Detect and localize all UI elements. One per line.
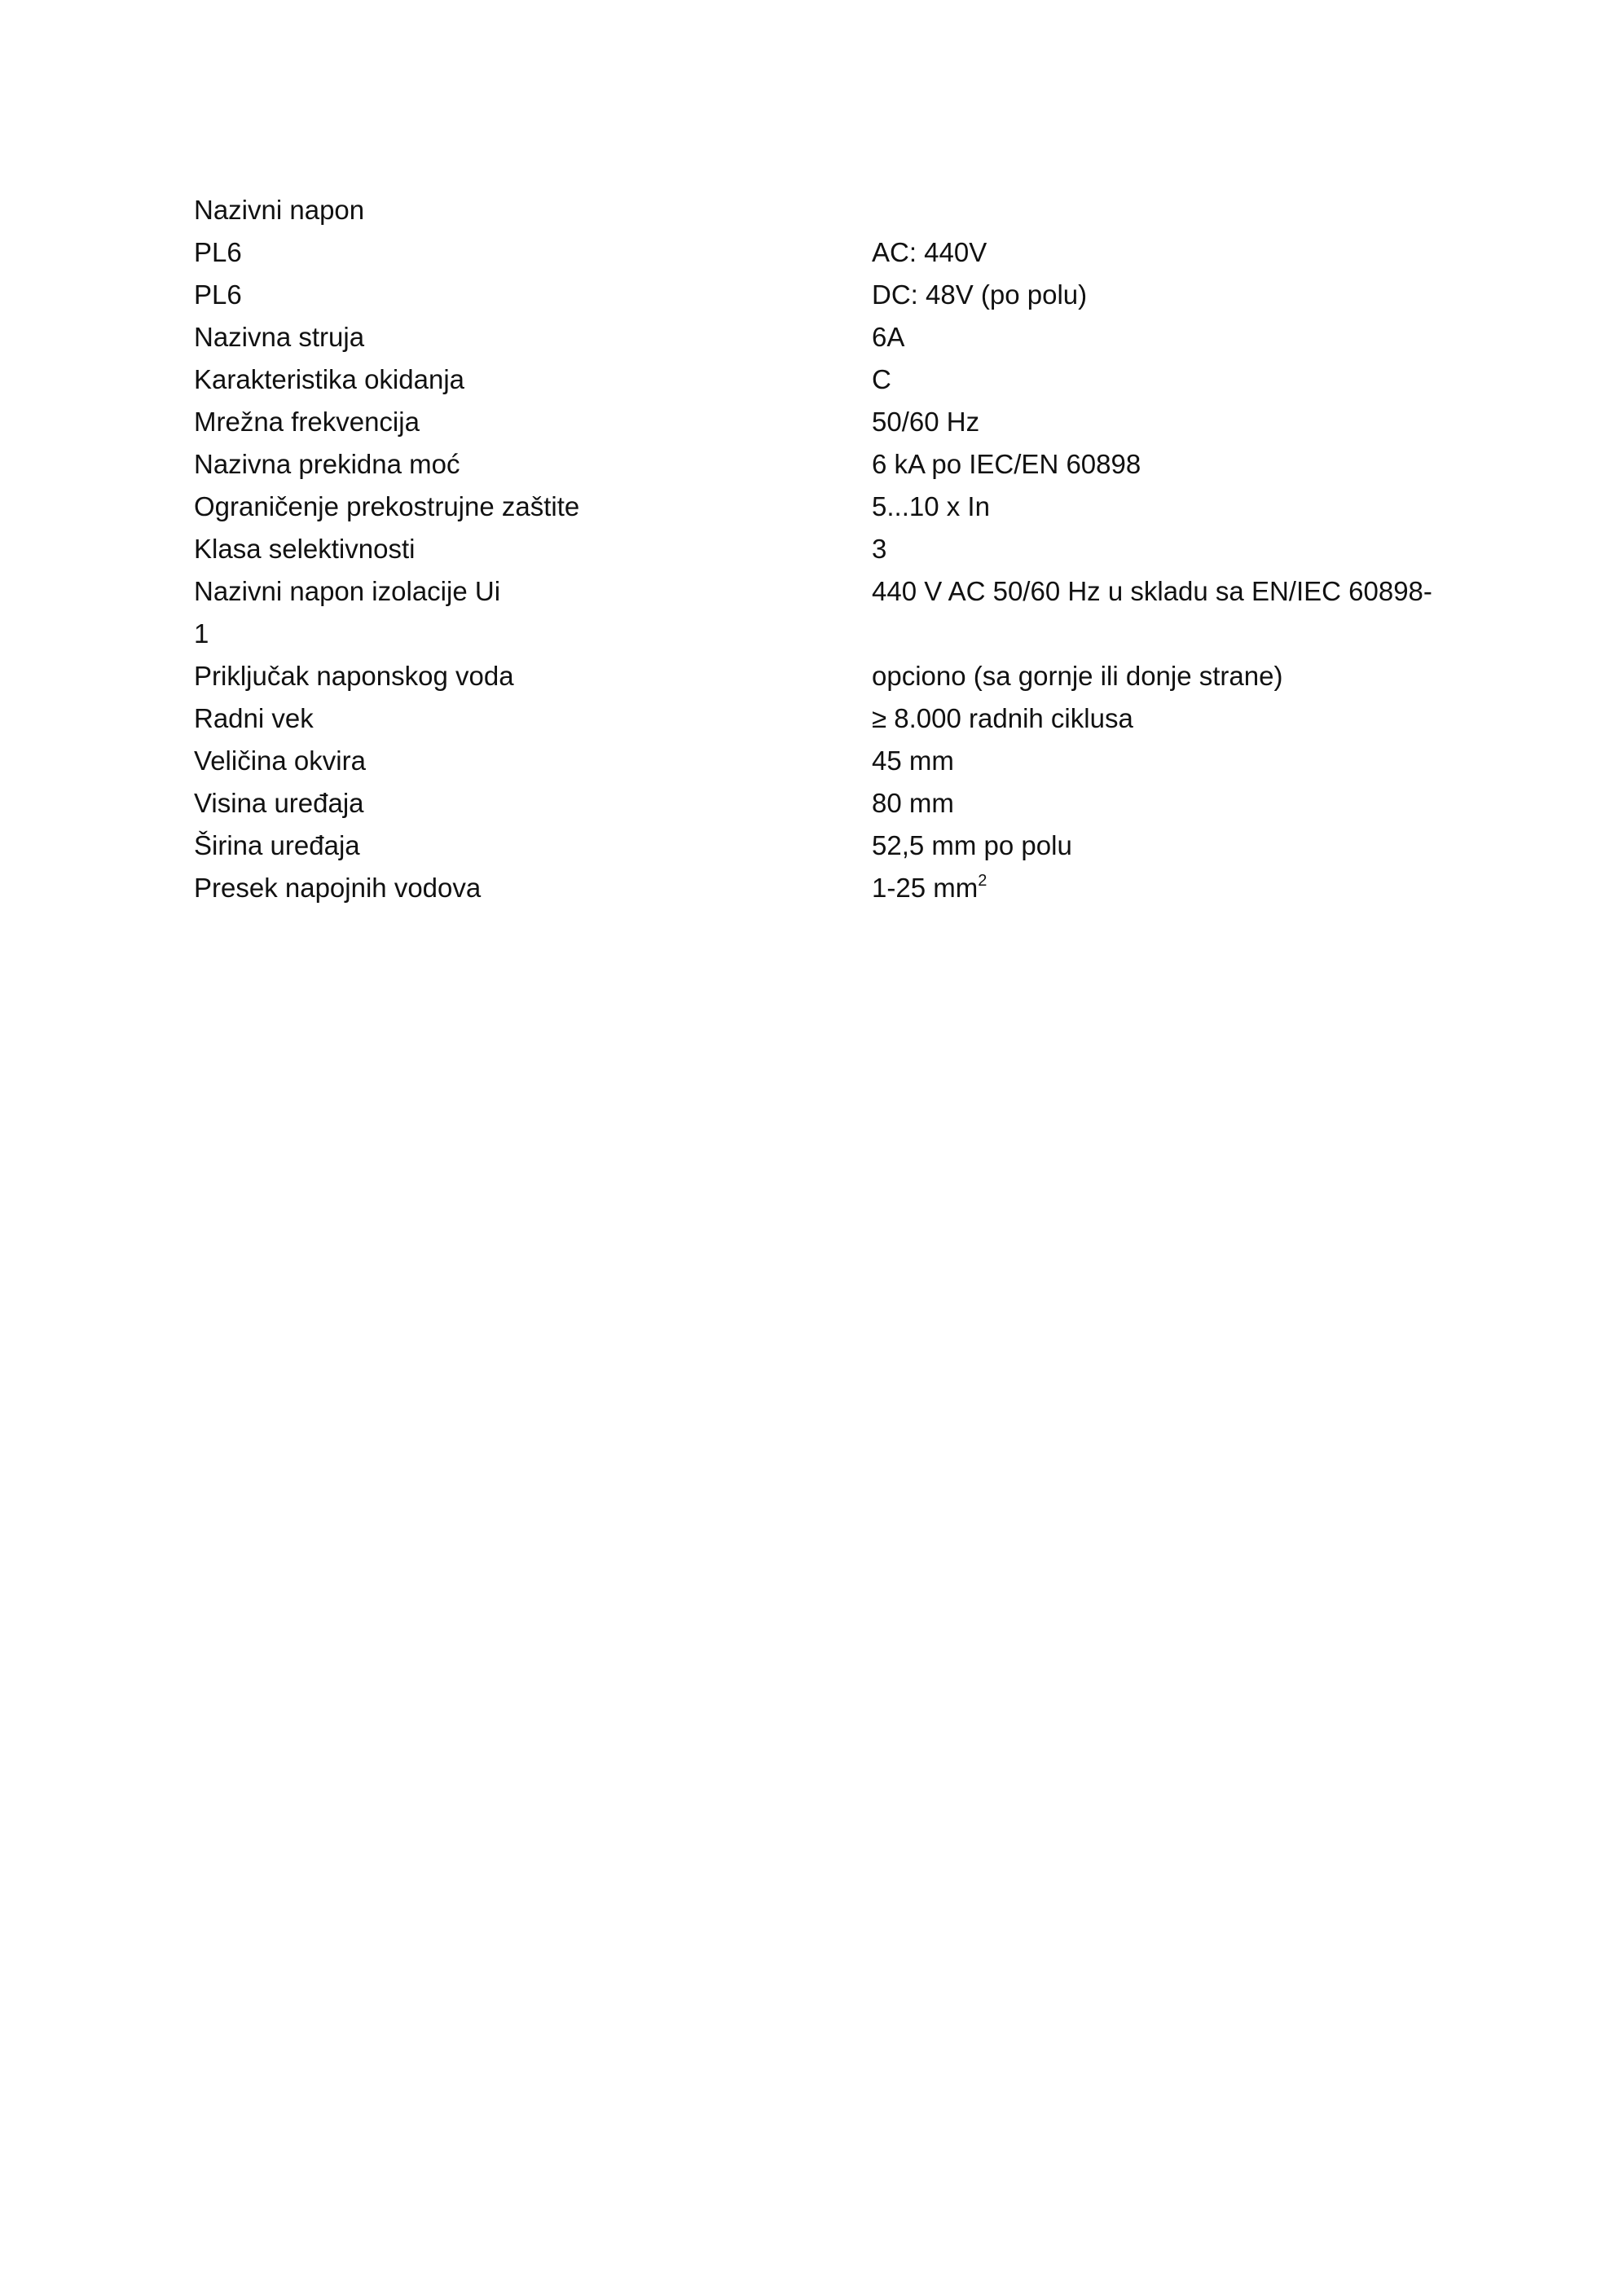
- spec-value: ≥ 8.000 radnih ciklusa: [872, 703, 1133, 733]
- spec-label: Klasa selektivnosti: [194, 534, 416, 564]
- spec-label: PL6: [194, 237, 242, 267]
- spec-value: C: [872, 364, 891, 394]
- spec-label: Mrežna frekvencija: [194, 407, 420, 437]
- spec-label: Nazivna struja: [194, 322, 365, 352]
- spec-value: 50/60 Hz: [872, 407, 980, 437]
- spec-value: DC: 48V (po polu): [872, 279, 1088, 310]
- spec-value: 6A: [872, 322, 905, 352]
- spec-document: [194, 189, 1465, 909]
- spec-label: Veličina okvira: [194, 746, 366, 776]
- spec-value: 3: [872, 534, 887, 564]
- spec-label: Širina uređaja: [194, 830, 360, 860]
- spec-row: [194, 697, 1465, 740]
- spec-row: [194, 231, 1465, 274]
- spec-label: Presek napojnih vodova: [194, 873, 482, 903]
- spec-value: 45 mm: [872, 746, 954, 776]
- spec-row: [194, 401, 1465, 443]
- spec-value: 6 kA po IEC/EN 60898: [872, 449, 1141, 479]
- spec-row: [194, 528, 1465, 570]
- spec-value: 440 V AC 50/60 Hz u skladu sa EN/IEC 60898-: [872, 576, 1432, 606]
- spec-row: [194, 316, 1465, 358]
- spec-row: [194, 358, 1465, 401]
- spec-row: [194, 274, 1465, 316]
- spec-value-text: 1-25 mm: [872, 873, 979, 903]
- spec-row: [194, 655, 1465, 697]
- spec-label: Karakteristika okidanja: [194, 364, 464, 394]
- superscript: 2: [978, 872, 987, 890]
- spec-value: 52,5 mm po polu: [872, 830, 1072, 860]
- spec-row: [194, 740, 1465, 782]
- spec-row: [194, 570, 1465, 613]
- spec-value: [872, 867, 1465, 909]
- spec-row: [194, 443, 1465, 486]
- spec-value: opciono (sa gornje ili donje strane): [872, 661, 1283, 691]
- spec-label: Priključak naponskog voda: [194, 661, 514, 691]
- spec-label: Visina uređaja: [194, 788, 364, 818]
- spec-row: [194, 782, 1465, 825]
- spec-label: PL6: [194, 279, 242, 310]
- spec-label: Nazivna prekidna moć: [194, 449, 460, 479]
- spec-label: Nazivni napon izolacije Ui: [194, 576, 501, 606]
- spec-row: [194, 825, 1465, 867]
- section-heading: Nazivni napon: [194, 195, 365, 225]
- spec-row: [194, 867, 1465, 909]
- spec-row: [194, 486, 1465, 528]
- spec-label: Radni vek: [194, 703, 314, 733]
- wrapped-continuation: 1: [194, 618, 209, 649]
- spec-value: 80 mm: [872, 788, 954, 818]
- spec-value: AC: 440V: [872, 237, 987, 267]
- spec-value: 5...10 x In: [872, 491, 990, 521]
- spec-label: Ograničenje prekostrujne zaštite: [194, 491, 580, 521]
